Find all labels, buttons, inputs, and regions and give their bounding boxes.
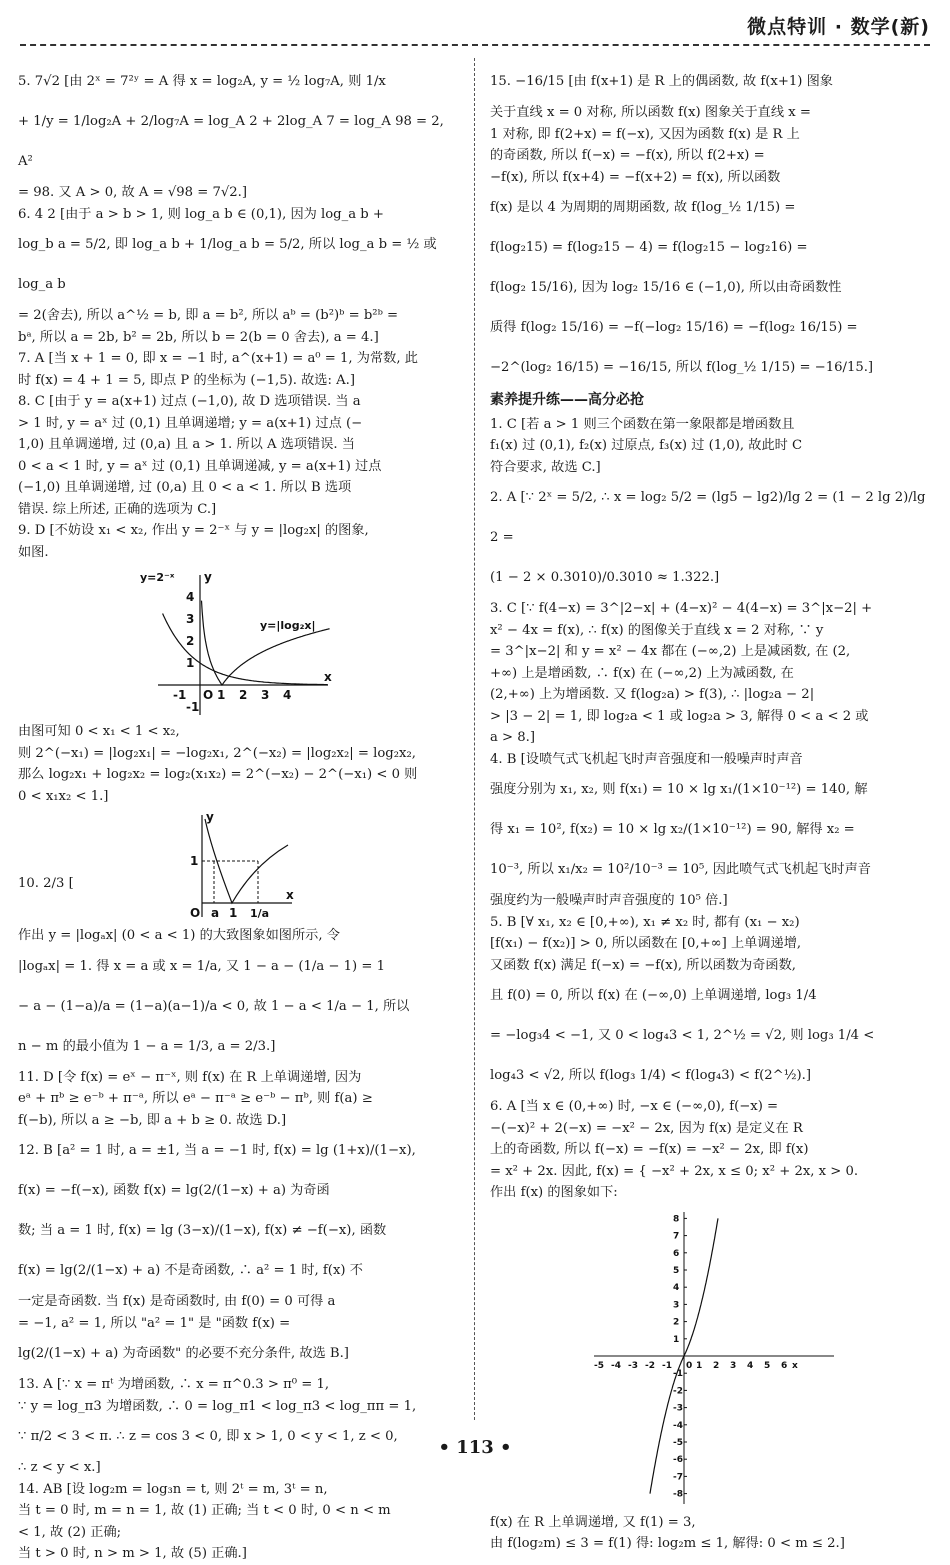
text-line: > |3 − 2| = 1, 即 log₂a < 1 或 log₂a > 3, 解得 0 < a < 2 或 [490, 708, 869, 724]
x-tick-label: -1 [173, 688, 187, 702]
text-line: 12. B [a² = 1 时, a = ±1, 当 a = −1 时, f(x) = lg (1+x)/(1−x), [18, 1143, 416, 1158]
text-line: 上的奇函数, 所以 f(−x) = −f(x) = −x² − 2x, 即 f(x) [490, 1142, 809, 1157]
x-axis-label: x [792, 1360, 798, 1371]
text-line: −f(x), 所以 f(x+4) = −f(x+2) = f(x), 所以函数 [490, 169, 781, 185]
text-line: 10⁻³, 所以 x₁/x₂ = 10²/10⁻³ = 10⁵, 因此喷气式飞机起飞时声音 [490, 862, 871, 877]
text-line: 那么 log₂x₁ + log₂x₂ = log₂(x₁x₂) = 2^(−x₂) − 2^(−x₁) < 0 则 [18, 767, 418, 782]
text-line: n − m 的最小值为 1 − a = 1/3, a = 2/3.] [18, 1038, 276, 1054]
text-line: 9. D [不妨设 x₁ < x₂, 作出 y = 2⁻ˣ 与 y = |log₂x| 的图象, [18, 523, 369, 538]
text-line: 由 f(log₂m) ≤ 3 = f(1) 得: log₂m ≤ 1, 解得: 0 < m ≤ 2.] [490, 1536, 845, 1551]
y-tick-label: 4 [673, 1282, 680, 1293]
header-divider [20, 44, 930, 46]
text-line: (2,+∞) 上为增函数. 又 f(log₂a) > f(3), ∴ |log₂a − 2| [490, 687, 815, 702]
text-line: 0 < a < 1 时, y = aˣ 过 (0,1) 且单调递减, y = a(x+1) 过点 [18, 458, 382, 474]
x-tick-label-origin: 0 [686, 1360, 693, 1371]
x-tick-label: -1 [662, 1360, 672, 1371]
fig9-graph [138, 567, 338, 717]
y-axis-label: y [204, 570, 212, 584]
text-line: = 3^|x−2| 和 y = x² − 4x 都在 (−∞,2) 上是减函数, 在 (2, [490, 644, 851, 659]
text-line: 时 f(x) = 4 + 1 = 5, 即点 P 的坐标为 (−1,5). 故选: A.] [18, 372, 355, 388]
text-line: 13. A [∵ x = πᵗ 为增函数, ∴ x = π^0.3 > π⁰ = 1, [18, 1377, 330, 1392]
text-line: 7. A [当 x + 1 = 0, 即 x = −1 时, a^(x+1) = a⁰ = 1, 为常数, 此 [18, 351, 418, 366]
text-line: ∵ y = log_π3 为增函数, ∴ 0 = log_π1 < log_π3 < log_ππ = 1, [18, 1398, 417, 1414]
text-line: −(−x)² + 2(−x) = −x² − 2x, 因为 f(x) 是定义在 R [490, 1120, 803, 1136]
x-tick-label: 3 [730, 1360, 737, 1371]
y-tick-label: -1 [186, 700, 200, 714]
text-line: f(x) 在 R 上单调递增, 又 f(1) = 3, [490, 1514, 696, 1530]
text-line: = 2(舍去), 所以 a^½ = b, 即 a = b², 所以 aᵇ = (b²)ᵇ = b²ᵇ = [18, 308, 399, 323]
left-column [18, 62, 460, 1565]
text-line: 15. −16/15 [由 f(x+1) 是 R 上的偶函数, 故 f(x+1) 图象 [490, 74, 833, 89]
page-number: • 113 • [438, 1437, 512, 1458]
x-tick-label: 3 [261, 688, 270, 702]
text-line: |logₐx| = 1. 得 x = a 或 x = 1/a, 又 1 − a − (1/a − 1) = 1 [18, 958, 385, 974]
y-tick-label: -7 [673, 1471, 683, 1482]
text-line: ∵ π/2 < 3 < π. ∴ z = cos 3 < 0, 即 x > 1, 0 < y < 1, z < 0, [18, 1429, 398, 1444]
text-line: 由图可知 0 < x₁ < 1 < x₂, [18, 724, 180, 739]
y-tick-label: -2 [673, 1385, 683, 1396]
text-line: bᵃ, 所以 a = 2b, b² = 2b, 所以 b = 2(b = 0 舍去), a = 4.] [18, 329, 379, 345]
text-line: log_b a = 5/2, 即 log_a b + 1/log_a b = 5/2, 所以 log_a b = ½ 或 log_a b [18, 237, 437, 292]
x-tick-label: 4 [283, 688, 292, 702]
text-line: f(x) = lg(2/(1−x) + a) 不是奇函数, ∴ a² = 1 时, f(x) 不 [18, 1263, 363, 1278]
y-tick-label: -6 [673, 1454, 683, 1465]
text-line: f(log₂15) = f(log₂15 − 4) = f(log₂15 − log₂16) = [490, 240, 808, 255]
curve-label-2-neg-x: y=2⁻ˣ [140, 571, 175, 584]
text-line: = 98. 又 A > 0, 故 A = √98 = 7√2.] [18, 185, 247, 200]
text-line: x² − 4x = f(x), ∴ f(x) 的图像关于直线 x = 2 对称, ∵ y [490, 622, 824, 638]
x-tick-label: 2 [239, 688, 248, 702]
x-tick-label: -4 [611, 1360, 621, 1371]
curve-abs-loga [205, 819, 288, 903]
text-line: 符合要求, 故选 C.] [490, 459, 601, 475]
text-line: < 1, 故 (2) 正确; [18, 1524, 122, 1540]
y-tick-label: 3 [673, 1299, 680, 1310]
x-tick-label: -2 [645, 1360, 655, 1371]
y-tick-label: -1 [673, 1368, 683, 1379]
text-line: 得 x₁ = 10², f(x₂) = 10 × lg x₂/(1×10⁻¹²) = 90, 解得 x₂ = [490, 822, 855, 837]
text-line: 关于直线 x = 0 对称, 所以函数 f(x) 图象关于直线 x = [490, 105, 811, 120]
text-line: 一定是奇函数. 当 f(x) 是奇函数时, 由 f(0) = 0 可得 a [18, 1294, 336, 1309]
text-line: = x² + 2x. 因此, f(x) = { −x² + 2x, x ≤ 0; x² + 2x, x > 0. [490, 1163, 859, 1179]
y-tick-label: 2 [673, 1317, 680, 1328]
text-line: 如图. [18, 544, 49, 560]
text-line: 1. C [若 a > 1 则三个函数在第一象限都是增函数且 [490, 416, 795, 432]
x-tick-label-1: 1 [229, 906, 238, 920]
column-divider [474, 58, 475, 1420]
x-axis-label: x [324, 670, 332, 684]
y-tick-label: 5 [673, 1265, 680, 1276]
curve-abs-log2 [202, 601, 330, 685]
text-line: log₄3 < √2, 所以 f(log₃ 1/4) < f(log₄3) < f(2^½).] [490, 1068, 811, 1083]
y-tick-label: 1 [190, 854, 199, 868]
text-line: 8. C [由于 y = a(x+1) 过点 (−1,0), 故 D 选项错误. 当 a [18, 394, 361, 409]
x-tick-label: -5 [594, 1360, 604, 1371]
text-line: 3. C [∵ f(4−x) = 3^|2−x| + (4−x)² − 4(4−x) = 3^|x−2| + [490, 601, 873, 616]
text-line: 5. 7√2 [由 2ˣ = 7²ʸ = A 得 x = log₂A, y = ½ log₇A, 则 1/x [18, 74, 386, 89]
text-line: lg(2/(1−x) + a) 为奇函数" 的必要不充分条件, 故选 B.] [18, 1346, 349, 1361]
section-title: 素养提升练——高分必抢 [490, 392, 644, 408]
y-tick-label: -3 [673, 1403, 683, 1414]
y-tick-label: -8 [673, 1489, 683, 1500]
text-line: 强度分别为 x₁, x₂, 则 f(x₁) = 10 × lg x₁/(1×10⁻¹²) = 140, 解 [490, 782, 868, 797]
y-tick-label: 7 [673, 1231, 680, 1242]
text-line: f₁(x) 过 (0,1), f₂(x) 过原点, f₃(x) 过 (1,0), 故此时 C [490, 438, 803, 453]
text-line: f(x) = −f(−x), 函数 f(x) = lg(2/(1−x) + a) 为奇函 [18, 1183, 330, 1198]
y-tick-label: -5 [673, 1437, 683, 1448]
text-line: = −log₃4 < −1, 又 0 < log₄3 < 1, 2^½ = √2, 则 log₃ 1/4 < [490, 1028, 875, 1043]
text-line: (−1,0) 且单调递增, 过 (0,a) 且 0 < a < 1. 所以 B 选项 [18, 480, 352, 495]
text-line: +∞) 上是增函数, ∴ f(x) 在 (−∞,2) 上为减函数, 在 [490, 665, 794, 681]
y-tick-label: -4 [673, 1420, 683, 1431]
y-tick-label: 2 [186, 634, 195, 648]
text-line: 4. B [设喷气式飞机起飞时声音强度和一般噪声时声音 [490, 751, 803, 767]
right-column [490, 62, 930, 1555]
origin-label: O [203, 688, 214, 702]
x-tick-label: 4 [747, 1360, 754, 1371]
y-tick-label: 1 [186, 656, 195, 670]
text-line: ∴ z < y < x.] [18, 1460, 101, 1475]
text-line: + 1/y = 1/log₂A + 2/log₇A = log_A 2 + 2log_A 7 = log_A 98 = 2, A² [18, 114, 444, 169]
text-line: [f(x₁) − f(x₂)] > 0, 所以函数在 [0,+∞] 上单调递增, [490, 936, 802, 951]
text-line: f(−b), 所以 a ≥ −b, 即 a + b ≥ 0. 故选 D.] [18, 1112, 287, 1128]
text-line: 1 对称, 即 f(2+x) = f(−x), 又因为函数 f(x) 是 R 上 [490, 126, 800, 142]
text-line: 1,0) 且单调递增, 过 (0,a) 且 a > 1. 所以 A 选项错误. 当 [18, 437, 355, 452]
y-tick-label: 8 [673, 1213, 680, 1224]
x-tick-label: 5 [764, 1360, 771, 1371]
fig6-figure [490, 1208, 930, 1508]
origin-label: O [190, 906, 201, 920]
answer-10-prefix: 10. 2/3 [ [18, 876, 74, 892]
fig9-figure [18, 567, 460, 717]
page-header [0, 0, 950, 50]
text-line: 则 2^(−x₁) = |log₂x₁| = −log₂x₁, 2^(−x₂) = |log₂x₂| = log₂x₂, [18, 745, 416, 761]
y-axis-label: y [206, 811, 214, 824]
x-tick-label: 1 [696, 1360, 703, 1371]
text-line: 的奇函数, 所以 f(−x) = −f(x), 所以 f(2+x) = [490, 148, 765, 163]
text-line: 当 t > 0 时, n > m > 1, 故 (5) 正确.] [18, 1546, 247, 1561]
fig6-graph [590, 1208, 840, 1508]
text-line: f(log₂ 15/16), 因为 log₂ 15/16 ∈ (−1,0), 所以由奇函数性 [490, 280, 842, 295]
text-line: 数; 当 a = 1 时, f(x) = lg (3−x)/(1−x), f(x) ≠ −f(−x), 函数 [18, 1223, 387, 1238]
fig10-figure [18, 811, 460, 921]
text-line: 6. 4 2 [由于 a > b > 1, 则 log_a b ∈ (0,1), 因为 log_a b + [18, 206, 384, 222]
text-line: 2. A [∵ 2ˣ = 5/2, ∴ x = log₂ 5/2 = (lg5 − lg2)/lg 2 = (1 − 2 lg 2)/lg 2 = [490, 490, 926, 545]
y-tick-label: 6 [673, 1248, 680, 1259]
text-line: 且 f(0) = 0, 所以 f(x) 在 (−∞,0) 上单调递增, log₃ 1/4 [490, 988, 817, 1003]
text-line: > 1 时, y = aˣ 过 (0,1) 且单调递增; y = a(x+1) 过点 (− [18, 415, 363, 431]
y-tick-label: 4 [186, 590, 195, 604]
text-line: 当 t = 0 时, m = n = 1, 故 (1) 正确; 当 t < 0 时, 0 < n < m [18, 1503, 391, 1518]
text-line: 0 < x₁x₂ < 1.] [18, 788, 109, 804]
curve-label-abs-log2: y=|log₂x| [260, 619, 316, 632]
text-line: 质得 f(log₂ 15/16) = −f(−log₂ 15/16) = −f(log₂ 16/15) = [490, 320, 858, 335]
text-line: f(x) 是以 4 为周期的周期函数, 故 f(log_½ 1/15) = [490, 200, 796, 215]
text-line: 又函数 f(x) 满足 f(−x) = −f(x), 所以函数为奇函数, [490, 957, 796, 973]
text-line: 5. B [∀ x₁, x₂ ∈ [0,+∞), x₁ ≠ x₂ 时, 都有 (x₁ − x₂) [490, 914, 800, 930]
text-line: (1 − 2 × 0.3010)/0.3010 ≈ 1.322.] [490, 570, 720, 585]
text-line: − a − (1−a)/a = (1−a)(a−1)/a < 0, 故 1 − a < 1/a − 1, 所以 [18, 998, 410, 1014]
x-tick-label: 2 [713, 1360, 720, 1371]
text-line: a > 8.] [490, 730, 536, 745]
text-line: 6. A [当 x ∈ (0,+∞) 时, −x ∈ (−∞,0), f(−x) = [490, 1099, 779, 1114]
text-line: 14. AB [设 log₂m = log₃n = t, 则 2ᵗ = m, 3ᵗ = n, [18, 1481, 328, 1497]
text-line: 强度约为一般噪声时声音强度的 10⁵ 倍.] [490, 893, 728, 908]
text-line: −2^(log₂ 16/15) = −16/15, 所以 f(log_½ 1/15) = −16/15.] [490, 360, 874, 375]
text-line: eᵃ + πᵇ ≥ e⁻ᵇ + π⁻ᵃ, 所以 eᵃ − π⁻ᵃ ≥ e⁻ᵇ − πᵇ, 则 f(a) ≥ [18, 1091, 373, 1106]
text-line: 错误. 综上所述, 正确的选项为 C.] [18, 501, 217, 517]
header-title: 微点特训 · 数学(新) [747, 16, 930, 38]
x-tick-label: -3 [628, 1360, 638, 1371]
text-line: 11. D [令 f(x) = eˣ − π⁻ˣ, 则 f(x) 在 R 上单调递增, 因为 [18, 1069, 362, 1085]
y-tick-label: 3 [186, 612, 195, 626]
text-line: = −1, a² = 1, 所以 "a² = 1" 是 "函数 f(x) = [18, 1315, 291, 1331]
x-tick-label-a: a [211, 906, 220, 920]
x-tick-label-inv-a: 1/a [250, 907, 270, 920]
x-axis-label: x [286, 888, 294, 902]
x-tick-label: 6 [781, 1360, 788, 1371]
y-tick-label: 1 [673, 1334, 680, 1345]
text-line: 作出 y = |logₐx| (0 < a < 1) 的大致图象如图所示, 令 [18, 928, 340, 943]
x-tick-label: 1 [217, 688, 226, 702]
text-line: 作出 f(x) 的图象如下: [490, 1185, 618, 1200]
fig10-graph [188, 811, 298, 921]
